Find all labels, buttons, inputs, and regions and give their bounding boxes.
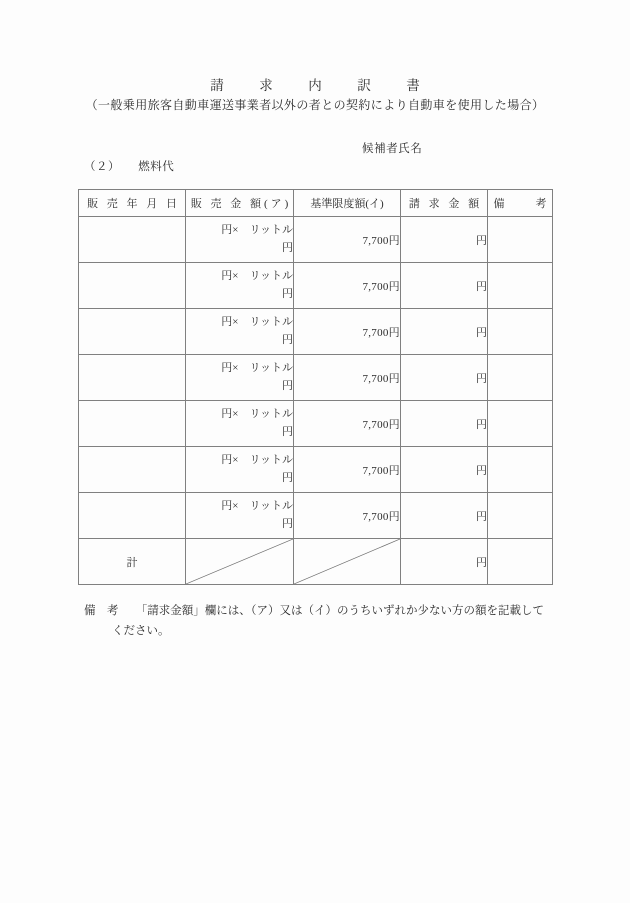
section-label-fuel-cost: （２） 燃料代 — [84, 161, 175, 173]
column-header-claim-amount: 請 求 金 額 — [401, 190, 488, 217]
cell-standard-limit: 7,700円 — [294, 447, 401, 493]
cell-sale-amount-line2: 円 — [282, 241, 293, 254]
cell-claim-amount[interactable]: 円 — [401, 447, 488, 493]
cell-total-claim-amount[interactable]: 円 — [401, 539, 488, 585]
cell-claim-amount[interactable]: 円 — [401, 355, 488, 401]
table-header — [79, 190, 553, 217]
table-row — [79, 355, 553, 401]
cell-sale-amount[interactable] — [186, 355, 294, 401]
cell-sale-amount-line1: 円× リットル — [221, 454, 293, 467]
cell-standard-limit: 7,700円 — [294, 401, 401, 447]
cell-sale-amount[interactable] — [186, 217, 294, 263]
table-row — [79, 401, 553, 447]
footer-note-line1: 備 考 「請求金額」欄には、（ア）又は（イ）のうちいずれか少ない方の額を記載して — [84, 605, 544, 617]
cell-sale-amount-line1: 円× リットル — [221, 500, 293, 513]
cell-sale-date[interactable] — [79, 355, 186, 401]
cell-claim-amount[interactable]: 円 — [401, 309, 488, 355]
cell-sale-date[interactable] — [79, 263, 186, 309]
footer-note-line2: ください。 — [112, 625, 170, 638]
column-header-sale-date: 販 売 年 月 日 — [79, 190, 186, 217]
cell-sale-date[interactable] — [79, 309, 186, 355]
cell-standard-limit: 7,700円 — [294, 355, 401, 401]
cell-standard-limit: 7,700円 — [294, 263, 401, 309]
cell-standard-limit: 7,700円 — [294, 493, 401, 539]
table-total-row — [79, 539, 553, 585]
table-header-row — [79, 190, 553, 217]
cell-total-remarks[interactable] — [488, 539, 553, 585]
table-row — [79, 217, 553, 263]
cell-remarks[interactable] — [488, 263, 553, 309]
cell-sale-amount[interactable] — [186, 493, 294, 539]
cell-remarks[interactable] — [488, 493, 553, 539]
footer-note — [84, 601, 570, 641]
fuel-cost-table — [78, 189, 553, 585]
cell-remarks[interactable] — [488, 401, 553, 447]
cell-sale-date[interactable] — [79, 447, 186, 493]
cell-sale-amount-line2: 円 — [282, 379, 293, 392]
candidate-name-label: 候補者氏名 — [362, 143, 423, 155]
cell-sale-date[interactable] — [79, 493, 186, 539]
cell-claim-amount[interactable]: 円 — [401, 263, 488, 309]
cell-standard-limit: 7,700円 — [294, 217, 401, 263]
cell-sale-amount-line2: 円 — [282, 333, 293, 346]
cell-sale-amount-line2: 円 — [282, 287, 293, 300]
document-title: 請 求 内 訳 書 — [210, 78, 431, 93]
cell-sale-amount-line2: 円 — [282, 517, 293, 530]
cell-sale-amount-line1: 円× リットル — [221, 362, 293, 375]
cell-sale-amount[interactable] — [186, 263, 294, 309]
cell-total-label: 計 — [79, 539, 186, 585]
cell-total-standard-limit-struck — [294, 539, 401, 585]
cell-remarks[interactable] — [488, 309, 553, 355]
cell-claim-amount[interactable]: 円 — [401, 493, 488, 539]
cell-sale-date[interactable] — [79, 217, 186, 263]
cell-claim-amount[interactable]: 円 — [401, 401, 488, 447]
table-row — [79, 309, 553, 355]
cell-sale-amount-line1: 円× リットル — [221, 224, 293, 237]
cell-sale-date[interactable] — [79, 401, 186, 447]
cell-remarks[interactable] — [488, 355, 553, 401]
diagonal-strike-icon — [186, 539, 293, 584]
table-row — [79, 493, 553, 539]
table-body — [79, 217, 553, 585]
document-subtitle: （一般乗用旅客自動車運送事業者以外の者との契約により自動車を使用した場合） — [85, 98, 545, 112]
cell-sale-amount[interactable] — [186, 447, 294, 493]
cell-remarks[interactable] — [488, 217, 553, 263]
cell-claim-amount[interactable]: 円 — [401, 217, 488, 263]
cell-remarks[interactable] — [488, 447, 553, 493]
column-header-remarks: 備 考 — [488, 190, 553, 217]
cell-sale-amount-line1: 円× リットル — [221, 316, 293, 329]
table-row — [79, 447, 553, 493]
column-header-sale-amount: 販 売 金 額(ア) — [186, 190, 294, 217]
diagonal-strike-icon — [294, 539, 400, 584]
fuel-cost-table-wrapper — [78, 189, 552, 585]
cell-sale-amount-line2: 円 — [282, 471, 293, 484]
cell-sale-amount-line1: 円× リットル — [221, 408, 293, 421]
cell-sale-amount[interactable] — [186, 401, 294, 447]
cell-standard-limit: 7,700円 — [294, 309, 401, 355]
cell-sale-amount[interactable] — [186, 309, 294, 355]
cell-total-sale-amount-struck — [186, 539, 294, 585]
cell-sale-amount-line2: 円 — [282, 425, 293, 438]
cell-sale-amount-line1: 円× リットル — [221, 270, 293, 283]
table-row — [79, 263, 553, 309]
column-header-standard-limit: 基準限度額(イ) — [294, 190, 401, 217]
